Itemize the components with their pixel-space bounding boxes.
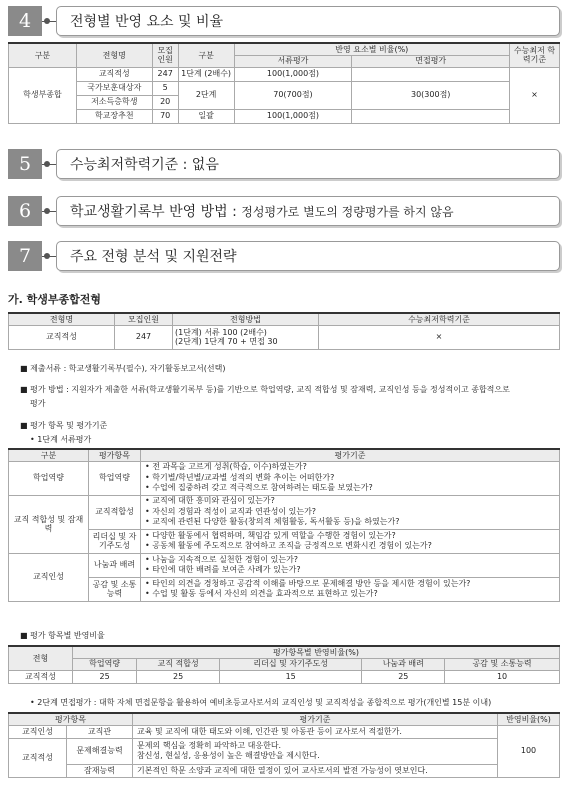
group-cell: 학업역량: [9, 461, 89, 495]
section-title: 전형별 반영 요소 및 비율: [70, 14, 224, 30]
stage-val: 30(300점): [352, 81, 510, 109]
category-cell: 학생부종합: [9, 67, 77, 123]
method-table: [8, 312, 560, 350]
stage-cell: 일괄: [178, 109, 234, 123]
subsection-title: 가. 학생부종합전형: [8, 293, 102, 306]
criteria-list: • 교직에 대한 흥미와 관심이 있는가? • 자신의 경험과 적성이 교직과 연관성이 있는가? • 교직에 관련된 다양한 활동(창의적 체험활동, 독서활동 등)을 하였는가?: [141, 495, 560, 529]
th-col: 학업역량: [73, 658, 137, 670]
row-count: 5: [152, 81, 178, 95]
section-5-header: [8, 149, 560, 179]
method-line: (1단계) 서류 100 (2배수): [175, 327, 267, 337]
suneung-val: ×: [510, 67, 560, 123]
th-ratio: 반영 요소별 비율(%): [234, 43, 509, 55]
ratio-val: 25: [362, 670, 445, 683]
bullet-stage1: • 1단계 서류평가: [30, 435, 92, 444]
th-col: 리더십 및 자기주도성: [219, 658, 362, 670]
ratio-val: 25: [137, 670, 220, 683]
item-cell: 공감 및 소통능력: [89, 577, 141, 601]
section-number: 7: [8, 241, 42, 271]
th-seoryu: 서류평가: [234, 55, 352, 67]
bullet-dot-icon: [44, 208, 50, 214]
th-col: 나눔과 배려: [362, 658, 445, 670]
bullet-method: ■ 평가 방법 : 지원자가 제출한 서류(학교생활기록부 등)를 기반으로 학업역량, 교직 적합성 및 잠재력, 교직인성 등을 정성적이고 종합적으로: [20, 385, 510, 394]
th-gubun: 구분: [9, 449, 89, 461]
th-col: 공감 및 소통능력: [445, 658, 560, 670]
criteria-list: • 타인의 의견을 경청하고 공감적 이해를 바탕으로 문제해결 방안 등을 제시한 경험이 있는가? • 수업 및 활동 등에서 자신의 의견을 효과적으로 표현하고 있는가?: [141, 577, 560, 601]
row-name: 학교장추천: [76, 109, 152, 123]
th-suneung: 수능최저 학력기준: [510, 43, 560, 67]
ratio-val: 15: [219, 670, 362, 683]
bullet-submit: ■ 제출서류 : 학교생활기록부(필수), 자기활동보고서(선택): [20, 364, 226, 373]
th-col: 교직 적합성: [137, 658, 220, 670]
th-jeonhyeong: 전형명: [76, 43, 152, 67]
section-7-header: [8, 241, 560, 271]
group-cell: 교직인성: [9, 725, 67, 738]
section-subtitle: 정성평가로 별도의 정량평가를 하지 않음: [241, 205, 454, 219]
row-name: 교직적성: [76, 67, 152, 81]
criteria-cell: 문제의 핵심을 정확히 파악하고 대응한다. 참신성, 현실성, 응용성이 높은 해결방안을 제시한다.: [133, 738, 498, 764]
ratio-table: [8, 42, 560, 124]
section-title: 학교생활기록부 반영 방법 : 정성평가로 별도의 정량평가를 하지 않음: [70, 204, 454, 220]
th-myeonjeop: 면접평가: [352, 55, 510, 67]
section-6-header: [8, 196, 560, 226]
bullet-criteria: ■ 평가 항목 및 평가기준: [20, 421, 108, 430]
th-criteria: 평가기준: [141, 449, 560, 461]
ratio-val: 100: [498, 725, 560, 777]
item-cell: 잠재능력: [67, 764, 133, 777]
row-name: 교직적성: [9, 670, 73, 683]
ratio-val: 25: [73, 670, 137, 683]
section-title: 주요 전형 분석 및 지원전략: [70, 249, 237, 265]
section-number: 6: [8, 196, 42, 226]
method-line: (2단계) 1단계 70 + 면접 30: [175, 337, 278, 346]
th-jeonhyeong: 전형: [9, 646, 73, 670]
row-name: 국가보훈대상자: [76, 81, 152, 95]
stage-cell: 2단계: [178, 81, 234, 109]
item-cell: 학업역량: [89, 461, 141, 495]
criteria-cell: 기본적인 학문 소양과 교직에 대한 열정이 있어 교사로서의 발전 가능성이 엿보인다.: [133, 764, 498, 777]
section-number: 4: [8, 6, 42, 36]
criteria-list: • 나눔을 지속적으로 실천한 경험이 있는가? • 타인에 대한 배려를 보여준 사례가 있는가?: [141, 553, 560, 577]
criteria-list: • 전 과목을 고르게 성취(학습, 이수)하였는가? • 학기별/학년별/교과별 성적의 변화 추이는 어떠한가? • 수업에 집중하려 갖고 적극적으로 참여하려는 태도를 보였는가?: [141, 461, 560, 495]
bullet-dot-icon: [44, 18, 50, 24]
bullet-ratio: ■ 평가 항목별 반영비율: [20, 631, 105, 640]
row-count: 247: [115, 325, 173, 349]
section-4-header: [8, 6, 560, 36]
item-cell: 교직적합성: [89, 495, 141, 529]
criteria-table: [8, 448, 560, 602]
section-title: 수능최저학력기준 : 없음: [70, 157, 219, 173]
th-mojip: 모집 인원: [152, 43, 178, 67]
row-name: 교직적성: [9, 325, 115, 349]
row-count: 247: [152, 67, 178, 81]
stage-cell: 1단계 (2배수): [178, 67, 234, 81]
th-method: 전형방법: [173, 313, 319, 325]
item-cell: 문제해결능력: [67, 738, 133, 764]
item-ratio-table: [8, 645, 560, 684]
stage-val: 70(700점): [234, 81, 352, 109]
th-item: 평가항목: [9, 713, 133, 725]
th-criteria: 평가기준: [133, 713, 498, 725]
item-cell: 나눔과 배려: [89, 553, 141, 577]
group-cell: 교직적성: [9, 738, 67, 777]
interview-table: [8, 712, 560, 778]
bullet-dot-icon: [44, 161, 50, 167]
stage-val: 100(1,000점): [234, 67, 352, 81]
th-name: 전형명: [9, 313, 115, 325]
row-count: 70: [152, 109, 178, 123]
th-gubun2: 구분: [178, 43, 234, 67]
th-ratio: 반영비율(%): [498, 713, 560, 725]
th-gubun: 구분: [9, 43, 77, 67]
bullet-dot-icon: [44, 253, 50, 259]
bullet-method-cont: 평가: [30, 399, 46, 408]
th-count: 모집인원: [115, 313, 173, 325]
ratio-val: 10: [445, 670, 560, 683]
method-cell: [173, 325, 319, 349]
item-cell: 리더십 및 자기주도성: [89, 529, 141, 553]
item-cell: 교직관: [67, 725, 133, 738]
row-count: 20: [152, 95, 178, 109]
suneung-val: ×: [319, 325, 560, 349]
th-suneung: 수능최저학력기준: [319, 313, 560, 325]
row-name: 저소득층학생: [76, 95, 152, 109]
section-number: 5: [8, 149, 42, 179]
th-item: 평가항목: [89, 449, 141, 461]
group-cell: 교직인성: [9, 553, 89, 601]
th-ratio: 평가항목별 반영비율(%): [73, 646, 560, 658]
stage-val: 100(1,000점): [234, 109, 352, 123]
bullet-interview: • 2단계 면접평가 : 대학 자체 면접문항을 활용하여 예비초등교사로서의 교직인성 및 교직적성을 종합적으로 평가(개인별 15분 이내): [30, 698, 492, 707]
criteria-cell: 교육 및 교직에 대한 태도와 이해, 인간관 및 아동관 등이 교사로서 적절한가.: [133, 725, 498, 738]
group-cell: 교직 적합성 및 잠재력: [9, 495, 89, 553]
criteria-list: • 다양한 활동에서 협력하며, 책임감 있게 역할을 수행한 경험이 있는가? • 공동체 활동에 주도적으로 참여하고 조직을 긍정적으로 변화시킨 경험이 있는가?: [141, 529, 560, 553]
